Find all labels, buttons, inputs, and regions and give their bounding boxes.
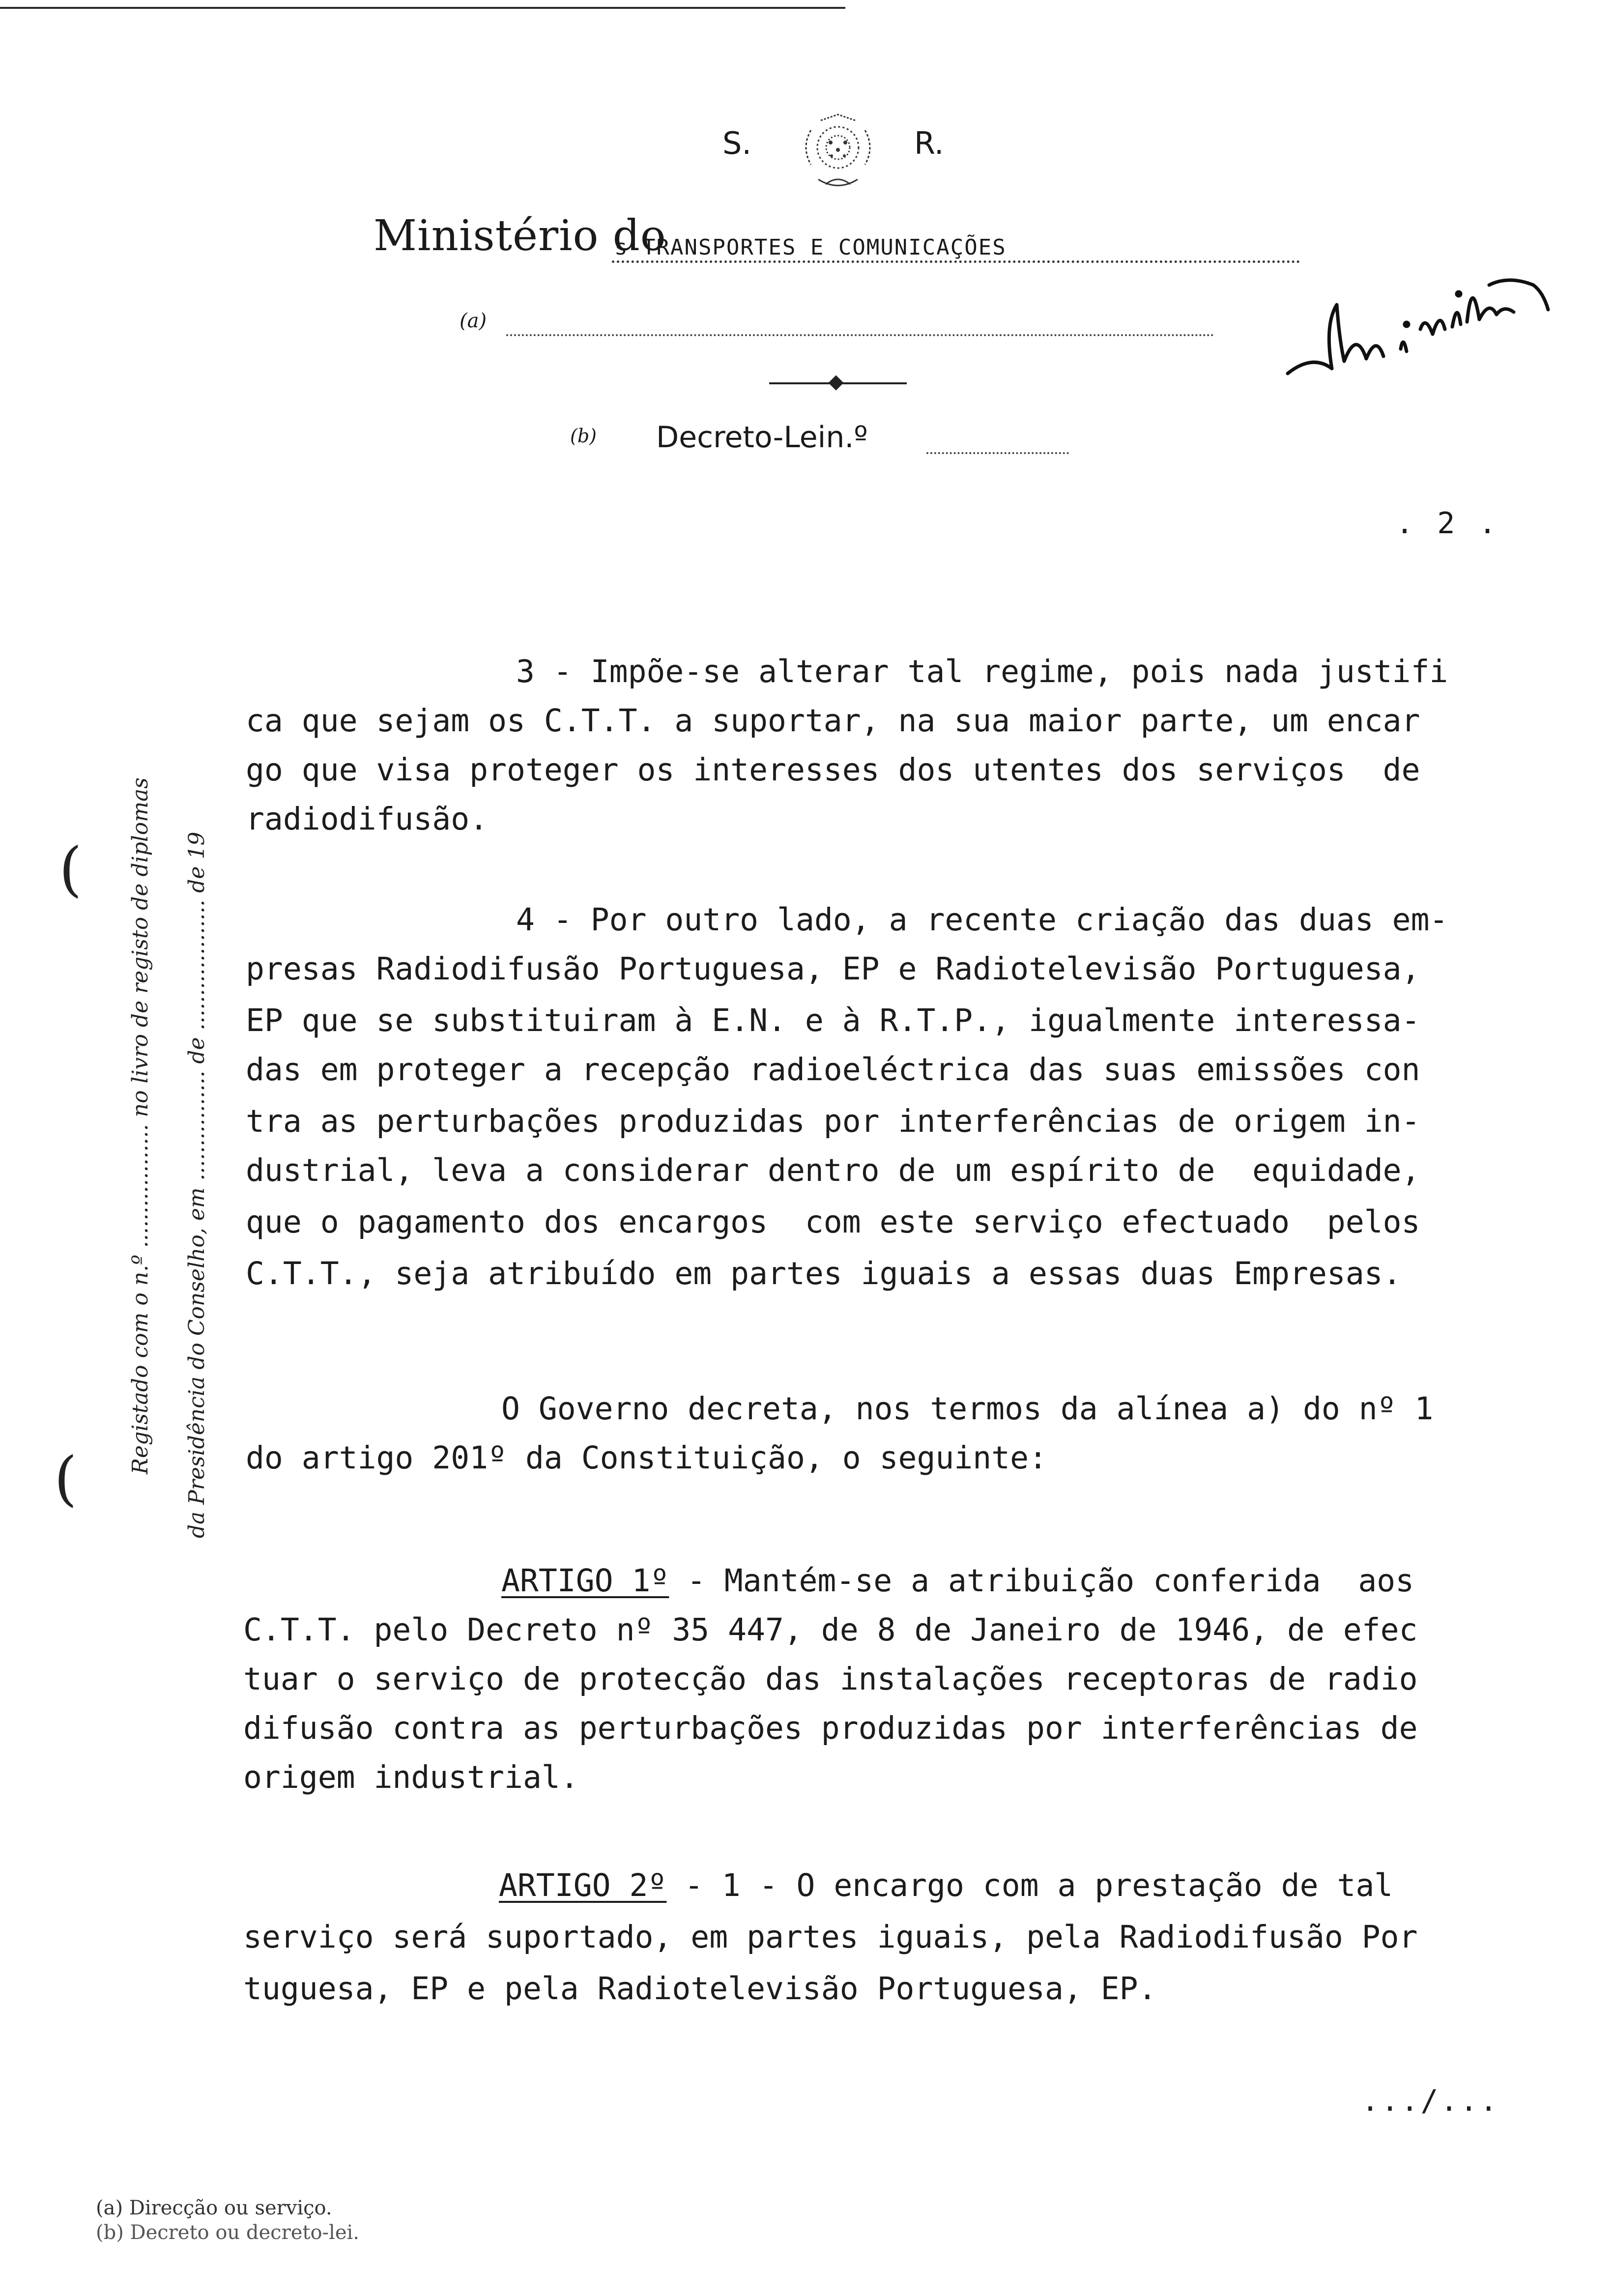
article-1-line: tuar o serviço de protecção das instalações receptoras de radio — [243, 1661, 1418, 1697]
sidebar-presidency-line: da Presidência do Conselho, em ................ de ................... de 19 — [184, 832, 209, 1538]
field-a-dotted-line — [506, 334, 1214, 336]
paragraph-4-line: das em proteger a recepção radioeléctrica das suas emissões con — [246, 1052, 1420, 1088]
article-2-line: serviço será suportado, em partes iguais, pela Radiodifusão Por — [243, 1919, 1418, 1955]
decree-dotted-line — [926, 452, 1069, 454]
sidebar-bracket-bottom: ( — [54, 1445, 77, 1513]
page-number: . 2 . — [1396, 506, 1499, 541]
continuation-mark: .../... — [1361, 2084, 1499, 2118]
decree-intro-line: O Governo decreta, nos termos da alínea a) do nº 1 — [501, 1391, 1434, 1427]
article-1-line: - Mantém-se a atribuição conferida aos — [668, 1563, 1414, 1599]
letterhead-s: S. — [722, 125, 752, 161]
handwritten-signature — [1278, 256, 1553, 403]
ministry-value: s TRANSPORTES E COMUNICAÇÕES — [614, 235, 1007, 260]
article-1-line: C.T.T. pelo Decreto nº 35 447, de 8 de Janeiro de 1946, de efec — [243, 1612, 1418, 1648]
top-rule — [0, 7, 845, 9]
paragraph-4-line: EP que se substituiram à E.N. e à R.T.P., igualmente interessa- — [246, 1003, 1420, 1038]
sidebar-registration-line: Registado com o n.º .................. no livro de registo de diplomas — [128, 777, 153, 1474]
paragraph-4-line: presas Radiodifusão Portuguesa, EP e Radiotelevisão Portuguesa, — [246, 951, 1420, 987]
decree-marker: (b) — [570, 425, 597, 447]
article-2-line: tuguesa, EP e pela Radiotelevisão Portuguesa, EP. — [243, 1971, 1157, 2007]
article-1-line: origem industrial. — [243, 1759, 579, 1795]
sidebar-bracket-top: ( — [59, 835, 82, 904]
paragraph-4-line: tra as perturbações produzidas por interferências de origem in- — [246, 1103, 1420, 1139]
paragraph-3-line: 3 - Impõe-se alterar tal regime, pois nada justifi — [516, 654, 1448, 689]
paragraph-4-line: que o pagamento dos encargos com este serviço efectuado pelos — [246, 1204, 1420, 1240]
article-2-line: - 1 - O encargo com a prestação de tal — [666, 1867, 1393, 1903]
decree-label: Decreto-Lein.º — [656, 420, 868, 455]
decree-intro-line: do artigo 201º da Constituição, o seguinte: — [246, 1440, 1047, 1476]
letterhead-r: R. — [914, 125, 944, 161]
article-1-title: ARTIGO 1º — [501, 1563, 669, 1599]
footnote-b: (b) Decreto ou decreto-lei. — [96, 2221, 360, 2244]
paragraph-4-line: dustrial, leva a considerar dentro de um espírito de equidade, — [246, 1152, 1420, 1188]
article-2-title: ARTIGO 2º — [499, 1867, 667, 1903]
coat-of-arms-icon — [786, 111, 890, 194]
article-1-line: difusão contra as perturbações produzidas por interferências de — [243, 1710, 1418, 1746]
ministry-dotted-line — [612, 260, 1300, 263]
separator-diamond — [828, 375, 843, 390]
field-a-label: (a) — [460, 310, 487, 332]
paragraph-4-line: C.T.T., seja atribuído em partes iguais a essas duas Empresas. — [246, 1256, 1402, 1292]
footnote-a: (a) Direcção ou serviço. — [96, 2197, 332, 2219]
paragraph-3-line: ca que sejam os C.T.T. a suportar, na sua maior parte, um encar — [246, 703, 1420, 739]
paragraph-3-line: go que visa proteger os interesses dos utentes dos serviços de — [246, 752, 1420, 788]
paragraph-4-line: 4 - Por outro lado, a recente criação das duas em- — [516, 902, 1448, 938]
paragraph-3-line: radiodifusão. — [246, 801, 489, 837]
ministry-label: Ministério do — [374, 211, 666, 260]
